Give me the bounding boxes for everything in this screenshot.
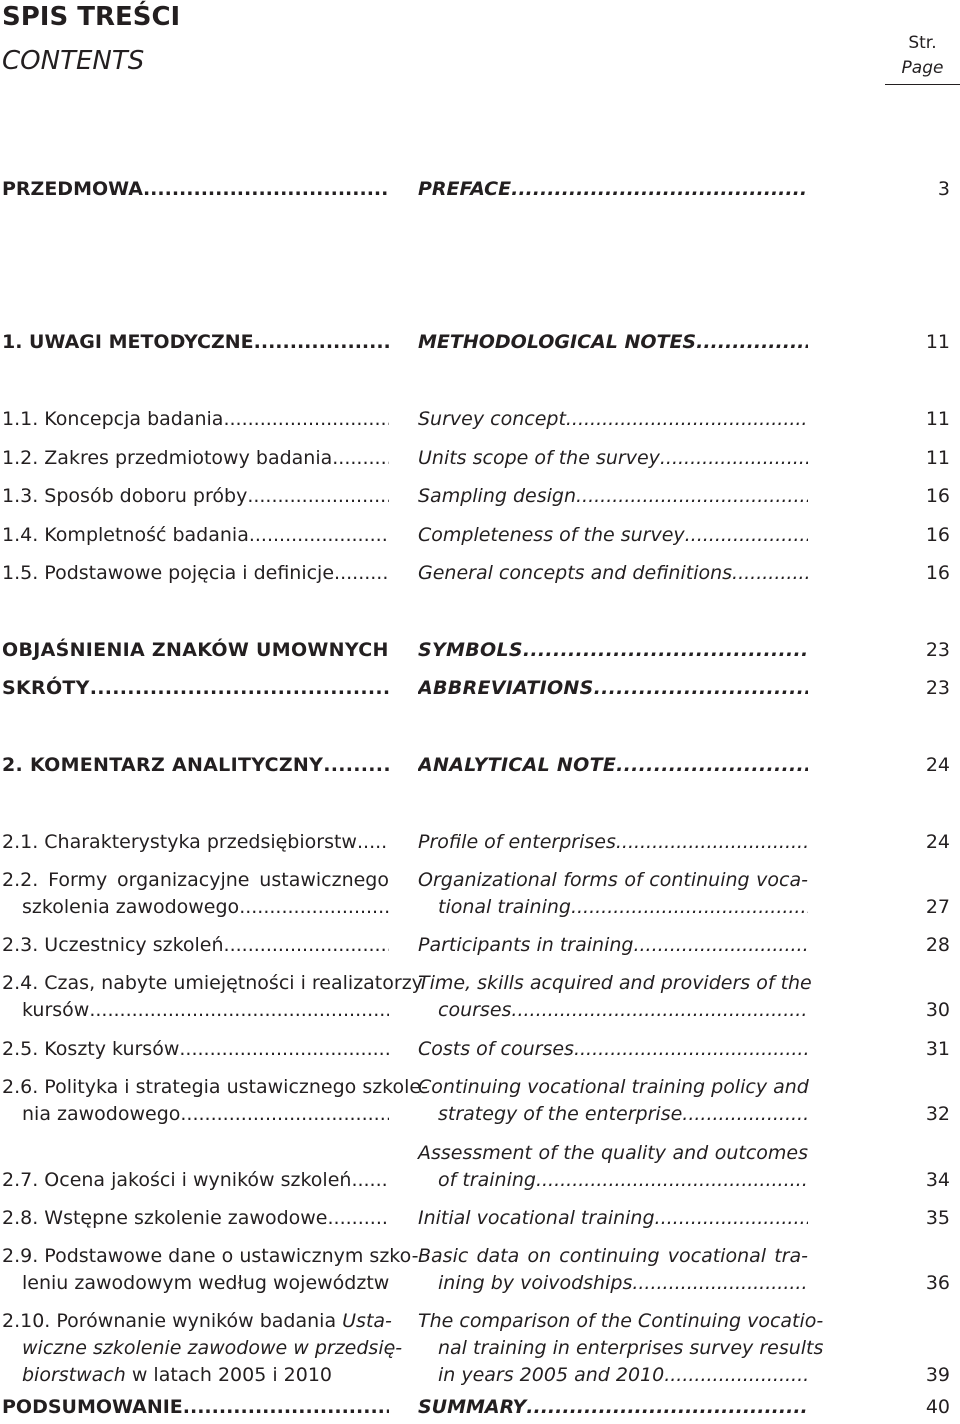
toc-label-pl-line2: wiczne szkolenie zawodowe w przedsię- bbox=[22, 1337, 403, 1359]
toc-page-number: 24 bbox=[925, 754, 950, 776]
toc-label-pl: PRZEDMOWA bbox=[2, 178, 143, 200]
toc-label-en: PREFACE bbox=[418, 178, 512, 200]
toc-page-number: 16 bbox=[925, 562, 950, 584]
toc-label-pl-line1b: Usta- bbox=[342, 1310, 392, 1332]
toc-label-en: Units scope of the survey bbox=[418, 447, 660, 469]
toc-label-pl-line1a: 2.10. Porównanie wyników badania bbox=[2, 1310, 343, 1332]
toc-page-number: 27 bbox=[925, 896, 950, 918]
toc-label-pl-line1: 2.6. Polityka i strategia ustawicznego szkole- bbox=[2, 1076, 428, 1098]
toc-page-number: 31 bbox=[925, 1038, 950, 1060]
toc-label-pl-line1: 2.9. Podstawowe dane o ustawicznym szko- bbox=[2, 1245, 419, 1267]
toc-label-en-line2: of training bbox=[438, 1169, 536, 1191]
toc-label-en-line2: tional training bbox=[438, 896, 571, 918]
toc-label-pl: OBJAŚNIENIA ZNAKÓW UMOWNYCH bbox=[2, 639, 389, 661]
toc-page-number: 24 bbox=[925, 831, 950, 853]
toc-label-pl: 2.1. Charakterystyka przedsiębiorstw bbox=[2, 831, 357, 853]
toc-label-pl: 1.4. Kompletność badania bbox=[2, 524, 249, 546]
toc-label-en-line1: Continuing vocational training policy and bbox=[418, 1076, 809, 1098]
toc-page-number: 16 bbox=[925, 485, 950, 507]
toc-label-pl-line1: 2.4. Czas, nabyte umiejętności i realizatorzy bbox=[2, 972, 423, 994]
toc-label-pl-line2: szkolenia zawodowego bbox=[22, 896, 240, 918]
toc-label-pl: 2.8. Wstępne szkolenie zawodowe bbox=[2, 1207, 328, 1229]
toc-label-en: Profile of enterprises bbox=[418, 831, 616, 853]
toc-page-number: 11 bbox=[925, 331, 950, 353]
toc-label-en-line2: ining by voivodships bbox=[438, 1272, 633, 1294]
toc-label-en: Participants in training bbox=[418, 934, 634, 956]
toc-label-pl: 2.5. Koszty kursów bbox=[2, 1038, 180, 1060]
toc-label-en-line3: in years 2005 and 2010 bbox=[438, 1364, 665, 1386]
toc-label-pl-line3b: w latach 2005 i 2010 bbox=[125, 1364, 333, 1386]
toc-label-pl: SKRÓTY bbox=[2, 677, 90, 699]
toc-label-en: METHODOLOGICAL NOTES bbox=[418, 331, 697, 353]
toc-page-number: 30 bbox=[925, 999, 950, 1021]
toc-page-number: 32 bbox=[925, 1103, 950, 1125]
toc-page-number: 34 bbox=[925, 1169, 950, 1191]
toc-label-en: Completeness of the survey bbox=[418, 524, 685, 546]
toc-label-pl-line2: leniu zawodowym według województw bbox=[22, 1272, 390, 1294]
toc-label-en-line2: nal training in enterprises survey results bbox=[438, 1337, 824, 1359]
toc-page-number: 35 bbox=[925, 1207, 950, 1229]
toc-label-en-line2: strategy of the enterprise bbox=[438, 1103, 683, 1125]
toc-label-en-line1: Basic data on continuing vocational tra- bbox=[418, 1245, 808, 1267]
toc-page-number: 39 bbox=[925, 1364, 950, 1386]
page-label-polish: Str. bbox=[908, 33, 937, 53]
toc-label-pl: 1.2. Zakres przedmiotowy badania bbox=[2, 447, 333, 469]
toc-label-en: SYMBOLS bbox=[418, 639, 523, 661]
toc-page-number: 40 bbox=[925, 1396, 950, 1418]
toc-label-en-line1: The comparison of the Continuing vocatio- bbox=[418, 1310, 824, 1332]
toc-label-pl: 1.1. Koncepcja badania bbox=[2, 408, 224, 430]
toc-label-pl: 1.3. Sposób doboru próby bbox=[2, 485, 248, 507]
toc-label-pl: 1.5. Podstawowe pojęcia i definicje bbox=[2, 562, 335, 584]
toc-label-en: ANALYTICAL NOTE bbox=[418, 754, 617, 776]
toc-page-number: 11 bbox=[925, 447, 950, 469]
toc-page-number: 3 bbox=[937, 178, 950, 200]
toc-page-number: 11 bbox=[925, 408, 950, 430]
toc-label-pl: 2.7. Ocena jakości i wyników szkoleń bbox=[2, 1169, 352, 1191]
title-english: CONTENTS bbox=[2, 46, 145, 76]
toc-label-pl-line2: nia zawodowego bbox=[22, 1103, 181, 1125]
page-label-english: Page bbox=[901, 58, 944, 78]
toc-label-pl-line3a: biorstwach bbox=[22, 1364, 126, 1386]
toc-label-pl: 2. KOMENTARZ ANALITYCZNY bbox=[2, 754, 324, 776]
title-polish: SPIS TREŚCI bbox=[2, 2, 181, 32]
toc-label-en: ABBREVIATIONS bbox=[418, 677, 594, 699]
page-column-header bbox=[885, 0, 960, 85]
toc-label-pl-line2: kursów bbox=[22, 999, 90, 1021]
toc-label-en: Costs of courses bbox=[418, 1038, 574, 1060]
toc-label-pl: 1. UWAGI METODYCZNE bbox=[2, 331, 254, 353]
toc-label-en-line1: Assessment of the quality and outcomes bbox=[418, 1142, 808, 1164]
toc-label-en-line1: Time, skills acquired and providers of the bbox=[418, 972, 812, 994]
toc-page-number: 16 bbox=[925, 524, 950, 546]
toc-page-number: 36 bbox=[925, 1272, 950, 1294]
toc-page-number: 23 bbox=[925, 639, 950, 661]
toc-label-pl: 2.3. Uczestnicy szkoleń bbox=[2, 934, 224, 956]
toc-label-en: General concepts and definitions bbox=[418, 562, 733, 584]
toc-label-en-line1: Organizational forms of continuing voca- bbox=[418, 869, 808, 891]
toc-label-en: Sampling design bbox=[418, 485, 577, 507]
toc-label-en: Initial vocational training bbox=[418, 1207, 655, 1229]
toc-label-pl: PODSUMOWANIE bbox=[2, 1396, 183, 1418]
toc-page-number: 28 bbox=[925, 934, 950, 956]
toc-label-en-line2: courses bbox=[438, 999, 512, 1021]
toc-page-number: 23 bbox=[925, 677, 950, 699]
toc-label-pl-line1: 2.2. Formy organizacyjne ustawicznego bbox=[2, 869, 389, 891]
toc-label-en: SUMMARY bbox=[418, 1396, 527, 1418]
toc-label-en: Survey concept bbox=[418, 408, 566, 430]
